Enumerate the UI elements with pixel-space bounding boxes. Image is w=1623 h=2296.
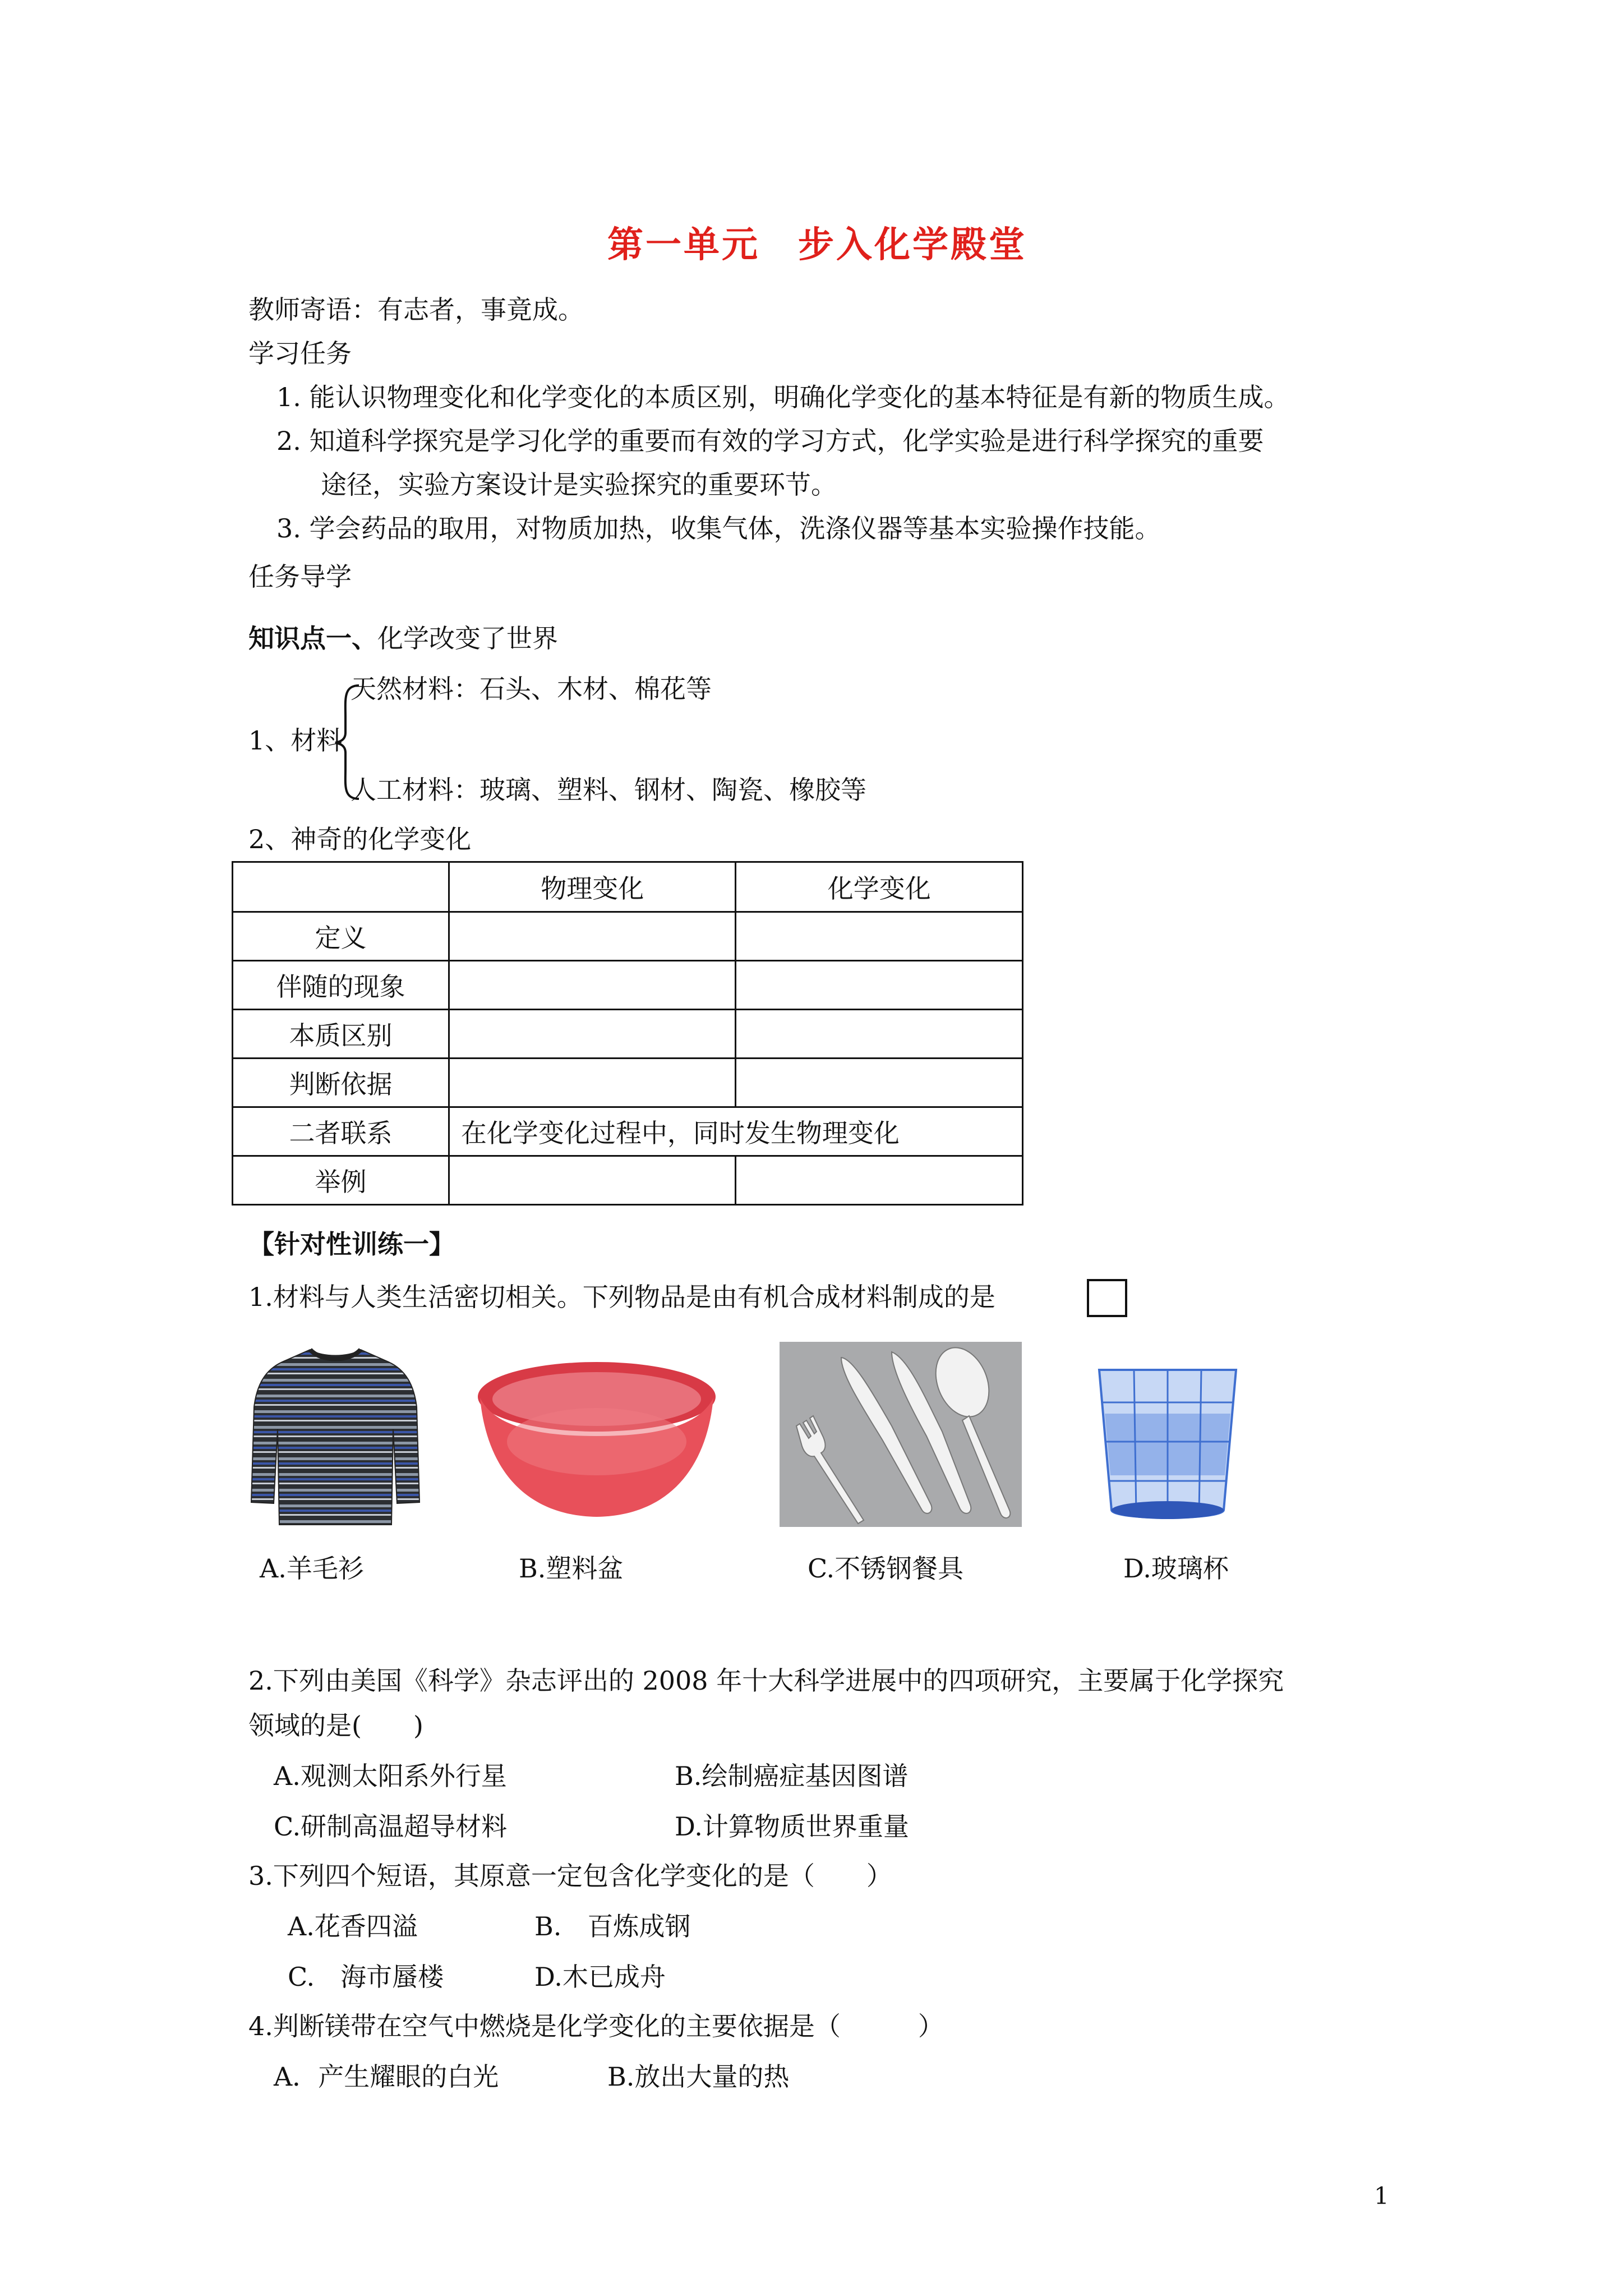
knowledge-point-title: 化学改变了世界 bbox=[377, 623, 558, 654]
table-row bbox=[233, 1010, 1023, 1059]
plastic-basin-image bbox=[476, 1358, 718, 1520]
table-header-row bbox=[233, 862, 1023, 912]
row-header: 判断依据 bbox=[233, 1059, 449, 1107]
table-row bbox=[233, 912, 1023, 961]
materials-label: 1、材料 bbox=[248, 725, 343, 756]
option-a: A．产生耀眼的白光 bbox=[274, 2062, 499, 2092]
option-c: C. 海市蜃楼 bbox=[288, 1962, 444, 1992]
question-stem: 3.下列四个短语，其原意一定包含化学变化的是（ ） bbox=[248, 1861, 892, 1891]
knowledge-point-heading bbox=[248, 622, 558, 655]
guide-heading: 任务导学 bbox=[248, 562, 352, 592]
question-stem: 1.材料与人类生活密切相关。下列物品是由有机合成材料制成的是 bbox=[248, 1282, 995, 1312]
option-d: D.木已成舟 bbox=[534, 1962, 666, 1992]
option-b: B. 百炼成钢 bbox=[534, 1911, 691, 1941]
sweater-image bbox=[248, 1345, 422, 1527]
row-header: 定义 bbox=[233, 912, 449, 961]
training-heading: 【针对性训练一】 bbox=[248, 1229, 455, 1259]
option-c: C.研制高温超导材料 bbox=[274, 1811, 508, 1842]
option-d: D.玻璃杯 bbox=[1123, 1553, 1229, 1584]
option-a: A.花香四溢 bbox=[288, 1911, 418, 1941]
task-item: 1. 能认识物理变化和化学变化的本质区别，明确化学变化的基本特征是有新的物质生成。 bbox=[276, 382, 1290, 412]
table-header: 化学变化 bbox=[736, 862, 1023, 912]
tasks-heading: 学习任务 bbox=[248, 338, 352, 369]
table-row bbox=[233, 961, 1023, 1010]
artificial-materials: 人工材料：玻璃、塑料、钢材、陶瓷、橡胶等 bbox=[351, 775, 866, 805]
option-b: B.塑料盆 bbox=[519, 1553, 624, 1584]
table-row bbox=[233, 1059, 1023, 1107]
question-stem: 2.下列由美国《科学》杂志评出的 2008 年十大科学进展中的四项研究，主要属于化学探究 bbox=[248, 1665, 1284, 1696]
page-title: 第一单元 步入化学殿堂 bbox=[607, 224, 1027, 266]
table-cell bbox=[449, 1059, 736, 1107]
row-header: 二者联系 bbox=[233, 1107, 449, 1156]
table-cell bbox=[449, 912, 736, 961]
table-cell bbox=[449, 961, 736, 1010]
natural-materials: 天然材料：石头、木材、棉花等 bbox=[351, 674, 712, 704]
table-cell bbox=[736, 1010, 1023, 1059]
comparison-table bbox=[232, 861, 1023, 1205]
glass-cup-image bbox=[1094, 1363, 1242, 1526]
row-header: 举例 bbox=[233, 1156, 449, 1205]
option-a: A.羊毛衫 bbox=[260, 1553, 364, 1584]
table-cell bbox=[736, 1059, 1023, 1107]
option-d: D.计算物质世界重量 bbox=[675, 1811, 909, 1842]
task-item: 2. 知道科学探究是学习化学的重要而有效的学习方式，化学实验是进行科学探究的重要 bbox=[276, 426, 1264, 456]
option-b: B.放出大量的热 bbox=[607, 2062, 790, 2092]
table-cell bbox=[449, 1010, 736, 1059]
page-number: 1 bbox=[1374, 2182, 1389, 2210]
section-heading: 2、神奇的化学变化 bbox=[248, 824, 472, 854]
knowledge-point-label: 知识点一、 bbox=[248, 623, 377, 654]
option-a: A.观测太阳系外行星 bbox=[274, 1761, 507, 1791]
option-c: C.不锈钢餐具 bbox=[808, 1553, 964, 1584]
table-header bbox=[233, 862, 449, 912]
teacher-motto: 教师寄语：有志者，事竟成。 bbox=[248, 295, 584, 325]
table-cell bbox=[449, 1156, 736, 1205]
answer-box[interactable] bbox=[1087, 1279, 1127, 1317]
table-row bbox=[233, 1107, 1023, 1156]
row-header: 伴随的现象 bbox=[233, 961, 449, 1010]
row-header: 本质区别 bbox=[233, 1010, 449, 1059]
table-cell bbox=[736, 961, 1023, 1010]
task-item: 3. 学会药品的取用，对物质加热，收集气体，洗涤仪器等基本实验操作技能。 bbox=[276, 513, 1161, 544]
table-cell bbox=[736, 912, 1023, 961]
option-b: B.绘制癌症基因图谱 bbox=[675, 1761, 909, 1791]
task-item-continued: 途径，实验方案设计是实验探究的重要环节。 bbox=[321, 470, 837, 500]
table-cell bbox=[736, 1156, 1023, 1205]
table-header: 物理变化 bbox=[449, 862, 736, 912]
stainless-cutlery-image bbox=[780, 1342, 1022, 1527]
question-stem: 4.判断镁带在空气中燃烧是化学变化的主要依据是（ ） bbox=[248, 2011, 944, 2041]
relation-cell: 在化学变化过程中，同时发生物理变化 bbox=[449, 1107, 1022, 1156]
table-row bbox=[233, 1156, 1023, 1205]
question-stem-continued: 领域的是( ) bbox=[248, 1710, 423, 1741]
